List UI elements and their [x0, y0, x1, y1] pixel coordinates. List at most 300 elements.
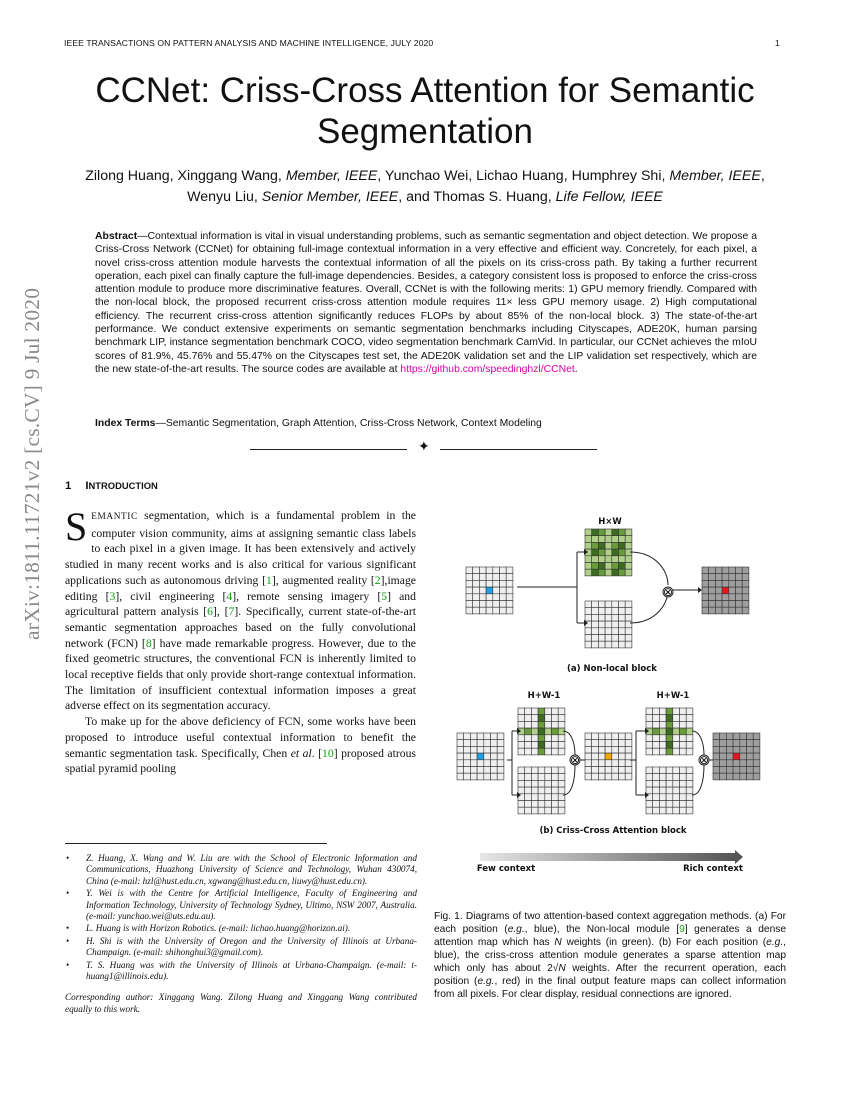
grid-cell [531, 742, 538, 749]
grid-cell [646, 787, 653, 794]
grid-cell [477, 733, 484, 740]
grid-cell [702, 574, 709, 581]
grid-cell [464, 733, 471, 740]
grid-cell [659, 715, 666, 722]
grid-cell [531, 801, 538, 808]
grid-cell [709, 601, 716, 608]
grid-cell [680, 708, 687, 715]
grid-cell [722, 594, 729, 601]
grid-cell [619, 628, 626, 635]
grid-cell [506, 580, 513, 587]
grid-cell [625, 773, 632, 780]
otimes-icon: ⊗ [698, 753, 710, 767]
grid-cell [742, 607, 749, 614]
label-rich-context: Rich context [683, 864, 743, 874]
source-code-link[interactable]: https://github.com/speedinghzl/CCNet [400, 363, 575, 375]
grid-cell [619, 542, 626, 549]
grid-cell [659, 721, 666, 728]
grid-cell [715, 607, 722, 614]
grid-cell [612, 746, 619, 753]
grid-cell [605, 733, 612, 740]
grid-cell [493, 574, 500, 581]
grid-cell [666, 708, 673, 715]
grid-cell [619, 740, 626, 747]
grid-cell [686, 728, 693, 735]
grid-cell [619, 621, 626, 628]
grid-cell [525, 715, 532, 722]
grid-cell [585, 563, 592, 570]
grid-cell [506, 594, 513, 601]
grid-cell [612, 556, 619, 563]
grid-cell [585, 536, 592, 543]
grid-cell [486, 574, 493, 581]
grid-cell [653, 735, 660, 742]
grid-cell [729, 574, 736, 581]
grid-cell [585, 641, 592, 648]
grid-cell [646, 708, 653, 715]
grid-cell [733, 767, 740, 774]
introduction-body [65, 504, 416, 777]
grid-cell [558, 721, 565, 728]
grid-cell [612, 601, 619, 608]
grid-cell [538, 767, 545, 774]
grid-cell [558, 735, 565, 742]
grid-cell [612, 773, 619, 780]
citation-link[interactable]: 2 [374, 573, 381, 587]
grid-cell [538, 807, 545, 814]
grid-cell [525, 774, 532, 781]
index-terms-text: —Semantic Segmentation, Graph Attention, Criss-Cross Network, Context Modeling [155, 418, 542, 429]
grid-cell [686, 708, 693, 715]
grid-cell [625, 746, 632, 753]
grid-cell [713, 733, 720, 740]
section-title-initial: I [85, 480, 89, 492]
separator-rule-right [440, 449, 597, 450]
grid-cell [518, 715, 525, 722]
grid-cell [558, 787, 565, 794]
grid-cell [715, 601, 722, 608]
grid-cell [619, 536, 626, 543]
footnote-item: • Y. Wei is with the Centre for Artificial Intelligence, Faculty of Engineering and Information Technology, University of Technology Sydney, Ultimo, NSW 2007, Australia. (e-mail: yunchao.wei@uts.edu.au). [65, 888, 417, 922]
caption-text: e.g. [477, 976, 495, 987]
grid-cell [653, 780, 660, 787]
grid-cell [605, 740, 612, 747]
input-feature-map-b [457, 733, 504, 780]
grid-cell [558, 742, 565, 749]
grid-cell [491, 753, 498, 760]
footnote-item: • T. S. Huang was with the University of Illinois at Urbana-Champaign. (e-mail: t-huang1@illinois.edu). [65, 960, 417, 983]
citation-link[interactable]: 7 [228, 605, 235, 619]
grid-cell [486, 601, 493, 608]
grid-cell [491, 767, 498, 774]
intro-text: ], civil engineering [ [115, 589, 227, 603]
grid-cell [491, 746, 498, 753]
grid-cell [740, 760, 747, 767]
output-feature-map-a [702, 567, 749, 614]
grid-cell [605, 542, 612, 549]
grid-cell [753, 773, 760, 780]
grid-cell [605, 608, 612, 615]
footnote-item: • H. Shi is with the University of Oregon and the University of Illinois at Urbana-Champaign. (e-mail: shihonghui3@gmail.com). [65, 936, 417, 959]
abstract-end: . [574, 363, 578, 375]
grid-cell [470, 746, 477, 753]
grid-cell [545, 742, 552, 749]
grid-cell [552, 801, 559, 808]
grid-cell [747, 733, 754, 740]
grid-cell [709, 567, 716, 574]
caption-text: weights (in green). (b) For each position ( [561, 937, 767, 948]
grid-cell [713, 760, 720, 767]
grid-cell [545, 794, 552, 801]
caption-text: , blue), the Non-local module [ [524, 924, 680, 935]
grid-cell [538, 748, 545, 755]
grid-cell [545, 774, 552, 781]
grid-cell [545, 748, 552, 755]
output-feature-map-b [713, 733, 760, 780]
grid-cell [531, 735, 538, 742]
grid-cell [592, 529, 599, 536]
grid-cell [592, 760, 599, 767]
author-role: Life Fellow, IEEE [555, 189, 663, 205]
index-terms [95, 418, 757, 429]
grid-cell [736, 594, 743, 601]
grid-cell [709, 607, 716, 614]
grid-cell [653, 767, 660, 774]
grid-cell [531, 728, 538, 735]
grid-cell [592, 635, 599, 642]
grid-cell [545, 708, 552, 715]
citation-link[interactable]: 8 [145, 636, 152, 650]
grid-cell [531, 748, 538, 755]
grid-cell [747, 740, 754, 747]
grid-cell [552, 742, 559, 749]
grid-cell [493, 567, 500, 574]
grid-cell [486, 594, 493, 601]
grid-cell [466, 567, 473, 574]
grid-cell [598, 767, 605, 774]
grid-cell [625, 536, 632, 543]
grid-cell [722, 567, 729, 574]
grid-cell [592, 740, 599, 747]
grid-cell [747, 767, 754, 774]
grid-cell [491, 773, 498, 780]
grid-cell [592, 549, 599, 556]
grid-cell [653, 787, 660, 794]
grid-cell [653, 801, 660, 808]
grid-cell [733, 740, 740, 747]
grid-cell [619, 563, 626, 570]
grid-cell [479, 607, 486, 614]
grid-cell [726, 773, 733, 780]
grid-cell [740, 746, 747, 753]
grid-cell [598, 733, 605, 740]
grid-cell [653, 715, 660, 722]
grid-cell [726, 746, 733, 753]
citation-link[interactable]: 1 [265, 573, 272, 587]
grid-cell [525, 787, 532, 794]
grid-cell [598, 740, 605, 747]
grid-cell [473, 601, 480, 608]
grid-cell [518, 708, 525, 715]
value-feature-map-b2 [646, 767, 693, 814]
grid-cell [592, 733, 599, 740]
grid-cell [518, 780, 525, 787]
grid-cell [653, 774, 660, 781]
grid-cell [702, 607, 709, 614]
page-number: 1 [775, 38, 780, 48]
grid-cell [720, 767, 727, 774]
grid-cell [686, 780, 693, 787]
grid-cell [585, 614, 592, 621]
grid-cell [538, 780, 545, 787]
grid-cell [518, 721, 525, 728]
grid-cell [686, 715, 693, 722]
grid-cell [484, 753, 491, 760]
grid-cell [659, 807, 666, 814]
grid-cell [715, 574, 722, 581]
grid-cell [479, 580, 486, 587]
grid-cell [470, 740, 477, 747]
grid-cell [619, 767, 626, 774]
grid-cell [484, 760, 491, 767]
grid-cell [506, 567, 513, 574]
grid-cell [605, 773, 612, 780]
grid-cell [552, 767, 559, 774]
grid-cell [646, 767, 653, 774]
grid-cell [680, 801, 687, 808]
grid-cell [518, 774, 525, 781]
grid-cell [592, 569, 599, 576]
grid-cell [497, 740, 504, 747]
grid-cell [545, 787, 552, 794]
grid-cell [545, 801, 552, 808]
grid-cell [619, 760, 626, 767]
caption-text: e.g. [507, 924, 525, 935]
grid-cell [646, 780, 653, 787]
grid-cell [680, 735, 687, 742]
intro-text: segmentation, which is a fundamental problem in the computer vision community, aims at assigning semantic class labels to each pixel in a given image. It has been extensively and actively studied in many recent works and is also critical for various significant applications such as autonomous driving [ [65, 509, 416, 587]
author-role: Member, IEEE [285, 168, 378, 184]
grid-cell [713, 767, 720, 774]
grid-cell [493, 587, 500, 594]
grid-cell [605, 641, 612, 648]
footnotes [65, 853, 417, 1015]
paper-title: CCNet: Criss-Cross Attention for Semantic Segmentation [95, 71, 755, 151]
grid-cell [531, 807, 538, 814]
grid-cell [598, 529, 605, 536]
grid-cell [742, 601, 749, 608]
author-text: , and Thomas S. Huang, [398, 189, 556, 205]
grid-cell [585, 569, 592, 576]
grid-cell [585, 760, 592, 767]
grid-cell [612, 542, 619, 549]
grid-cell [646, 807, 653, 814]
grid-cell [558, 801, 565, 808]
grid-cell [720, 746, 727, 753]
citation-link[interactable]: 9 [679, 924, 685, 935]
grid-cell [598, 621, 605, 628]
grid-cell [592, 753, 599, 760]
grid-cell [747, 746, 754, 753]
grid-cell [473, 594, 480, 601]
grid-cell [558, 774, 565, 781]
grid-cell [545, 728, 552, 735]
grid-cell [686, 721, 693, 728]
grid-cell [680, 715, 687, 722]
grid-cell [518, 787, 525, 794]
grid-cell [673, 767, 680, 774]
grid-cell [625, 601, 632, 608]
grid-cell [552, 715, 559, 722]
grid-cell [722, 587, 729, 594]
grid-cell [659, 780, 666, 787]
author-role: Senior Member, IEEE [261, 189, 399, 205]
grid-cell [592, 614, 599, 621]
grid-cell [598, 569, 605, 576]
context-arrow-icon [735, 850, 743, 864]
grid-cell [740, 753, 747, 760]
grid-cell [680, 767, 687, 774]
grid-cell [680, 780, 687, 787]
grid-cell [500, 601, 507, 608]
grid-cell [742, 580, 749, 587]
grid-cell [736, 601, 743, 608]
grid-cell [592, 536, 599, 543]
grid-cell [612, 614, 619, 621]
grid-cell [680, 807, 687, 814]
grid-cell [598, 635, 605, 642]
grid-cell [666, 807, 673, 814]
grid-cell [525, 807, 532, 814]
grid-cell [598, 536, 605, 543]
citation-link[interactable]: 3 [109, 589, 116, 603]
grid-cell [686, 801, 693, 808]
grid-cell [722, 607, 729, 614]
grid-cell [619, 529, 626, 536]
grid-cell [733, 760, 740, 767]
grid-cell [733, 746, 740, 753]
grid-cell [666, 801, 673, 808]
grid-cell [598, 549, 605, 556]
grid-cell [531, 767, 538, 774]
grid-cell [598, 753, 605, 760]
grid-cell [612, 621, 619, 628]
grid-cell [659, 735, 666, 742]
grid-cell [484, 767, 491, 774]
citation-link[interactable]: 5 [381, 589, 388, 603]
grid-cell [625, 542, 632, 549]
grid-cell [457, 753, 464, 760]
caption-text: Fig. 1. Diagrams of two attention-based context aggregation methods. (a) For each position ( [434, 911, 786, 935]
grid-cell [484, 773, 491, 780]
grid-cell [702, 601, 709, 608]
grid-cell [646, 721, 653, 728]
grid-cell [545, 807, 552, 814]
grid-cell [531, 774, 538, 781]
grid-cell [493, 601, 500, 608]
grid-cell [545, 780, 552, 787]
grid-cell [457, 773, 464, 780]
grid-cell [605, 569, 612, 576]
citation-link[interactable]: 10 [322, 746, 334, 760]
grid-cell [605, 614, 612, 621]
grid-cell [500, 594, 507, 601]
otimes-icon: ⊗ [569, 753, 581, 767]
grid-cell [464, 746, 471, 753]
grid-cell [497, 746, 504, 753]
grid-cell [742, 587, 749, 594]
sparse-attention-map-1 [518, 708, 565, 755]
grid-cell [605, 563, 612, 570]
grid-cell [558, 708, 565, 715]
grid-cell [585, 601, 592, 608]
grid-cell [592, 773, 599, 780]
grid-cell [619, 549, 626, 556]
grid-cell [612, 635, 619, 642]
grid-cell [585, 628, 592, 635]
grid-cell [518, 735, 525, 742]
label-hxw: H×W [598, 517, 622, 527]
grid-cell [605, 549, 612, 556]
grid-cell [473, 574, 480, 581]
grid-cell [484, 733, 491, 740]
grid-cell [545, 715, 552, 722]
grid-cell [470, 733, 477, 740]
grid-cell [470, 773, 477, 780]
citation-link[interactable]: 4 [226, 589, 233, 603]
grid-cell [733, 733, 740, 740]
citation-link[interactable]: 6 [207, 605, 214, 619]
grid-cell [466, 580, 473, 587]
grid-cell [525, 767, 532, 774]
grid-cell [673, 774, 680, 781]
smallcaps-word: EMANTIC [91, 512, 138, 522]
grid-cell [612, 641, 619, 648]
grid-cell [500, 607, 507, 614]
grid-cell [525, 794, 532, 801]
grid-cell [729, 567, 736, 574]
grid-cell [605, 635, 612, 642]
grid-cell [686, 787, 693, 794]
grid-cell [491, 760, 498, 767]
grid-cell [713, 753, 720, 760]
grid-cell [464, 773, 471, 780]
grid-cell [558, 748, 565, 755]
grid-cell [464, 760, 471, 767]
grid-cell [598, 746, 605, 753]
grid-cell [666, 748, 673, 755]
grid-cell [477, 767, 484, 774]
grid-cell [753, 767, 760, 774]
grid-cell [686, 735, 693, 742]
grid-cell [612, 569, 619, 576]
grid-cell [715, 587, 722, 594]
grid-cell [666, 742, 673, 749]
grid-cell [702, 587, 709, 594]
author-text: Zilong Huang, Xinggang Wang, [85, 168, 286, 184]
intro-text: . [ [311, 746, 323, 760]
grid-cell [619, 635, 626, 642]
grid-cell [713, 773, 720, 780]
grid-cell [525, 748, 532, 755]
grid-cell [713, 746, 720, 753]
grid-cell [585, 542, 592, 549]
grid-cell [680, 748, 687, 755]
grid-cell [538, 715, 545, 722]
grid-cell [659, 787, 666, 794]
grid-cell [552, 807, 559, 814]
grid-cell [500, 587, 507, 594]
